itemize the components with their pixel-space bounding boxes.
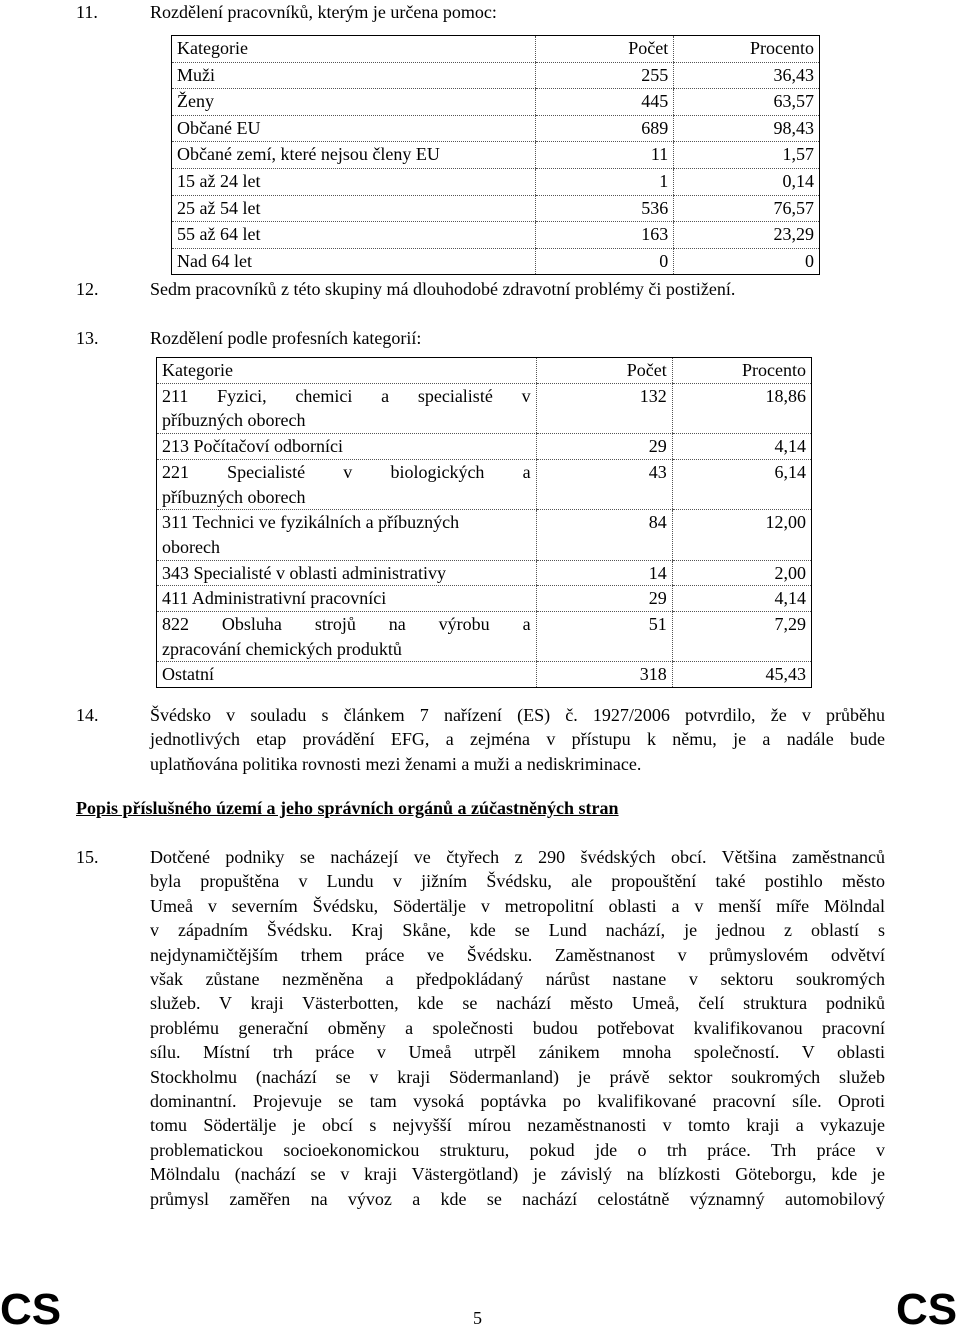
paragraph-line: byla propuštěna v Lundu v jižním Švédsku, ale propouštění také postihlo město	[150, 871, 885, 892]
paragraph-line: však zůstane nezměněna a předpokládaný nárůst nastane v sektoru soukromých	[150, 969, 885, 990]
cell-category-line1: 343 Specialisté v oblasti administrativy	[162, 562, 446, 583]
table-row	[157, 383, 812, 433]
cell-percent: 1,57	[674, 142, 820, 169]
cell-count: 255	[536, 62, 674, 89]
cell-percent: 76,57	[674, 195, 820, 222]
header-percent: Procento	[674, 36, 820, 63]
workers-distribution-table	[171, 35, 820, 275]
cell-category-line2: příbuzných oborech	[162, 486, 306, 507]
cell-count: 1	[536, 168, 674, 195]
cell-count: 29	[536, 586, 672, 612]
cell-percent: 63,57	[674, 89, 820, 116]
cell-percent: 23,29	[674, 222, 820, 249]
table-row	[157, 560, 812, 586]
item-11-text: Rozdělení pracovníků, kterým je určena pomoc:	[150, 2, 497, 22]
paragraph-line: jednotlivých etap provádění EFG, a zejména v přístupu k němu, je a nadále bude	[150, 729, 885, 750]
cell-percent: 4,14	[672, 586, 811, 612]
table-row	[172, 62, 820, 89]
paragraph-line: průmysl zaměřen na vývoz a kde se nachází celostátně významný automobilový	[150, 1188, 885, 1209]
cell-category-line1: 311 Technici ve fyzikálních a příbuzných	[162, 512, 460, 533]
cell-category-line2: příbuzných oborech	[162, 410, 306, 431]
cell-category: Občané zemí, které nejsou členy EU	[172, 142, 536, 169]
paragraph-line: služeb. V kraji Västerbotten, kde se nachází město Umeå, čelí struktura podniků	[150, 993, 885, 1014]
header-count: Počet	[536, 358, 672, 384]
cell-count: 445	[536, 89, 674, 116]
cell-percent: 0,14	[674, 168, 820, 195]
item-14-paragraph	[150, 703, 885, 776]
table-row	[157, 662, 812, 688]
paragraph-line: sílu. Místní trh práce v Umeå utrpěl zánikem mnoha společností. V oblasti	[150, 1042, 885, 1063]
cell-count: 29	[536, 434, 672, 460]
cell-category-line1: 211 Fyzici, chemici a specialisté v	[162, 385, 531, 406]
table-header-row	[157, 358, 812, 384]
cell-category: 15 až 24 let	[172, 168, 536, 195]
header-count: Počet	[536, 36, 674, 63]
cell-count: 51	[536, 612, 672, 662]
cell-percent: 98,43	[674, 115, 820, 142]
cell-percent: 6,14	[672, 459, 811, 509]
profession-categories-table	[156, 357, 812, 688]
cell-percent: 0	[674, 248, 820, 275]
cell-category	[157, 662, 537, 688]
paragraph-line: v západním Švédsku. Kraj Skåne, kde se Lund nachází, je jednou z oblastí s	[150, 920, 885, 941]
paragraph-line: Mölndalu (nachází se v kraji Västergötland) je závislý na blízkosti Göteborgu, kde je	[150, 1164, 885, 1185]
header-percent: Procento	[672, 358, 811, 384]
table-row	[172, 89, 820, 116]
item-15-paragraph	[150, 845, 885, 1211]
cell-percent: 12,00	[672, 510, 811, 560]
item-14-number: 14.	[76, 705, 99, 725]
footer-language-right: CS	[896, 1285, 958, 1334]
item-11-number: 11.	[76, 2, 98, 22]
cell-count: 318	[536, 662, 672, 688]
paragraph-line: Stockholmu (nachází se v kraji Södermanland) je právě sektor soukromých služeb	[150, 1066, 885, 1087]
cell-count: 163	[536, 222, 674, 249]
table-row	[157, 510, 812, 560]
cell-count: 11	[536, 142, 674, 169]
cell-count: 0	[536, 248, 674, 275]
table-row	[157, 586, 812, 612]
cell-count: 43	[536, 459, 672, 509]
cell-count: 689	[536, 115, 674, 142]
table-row	[172, 195, 820, 222]
cell-percent: 2,00	[672, 560, 811, 586]
paragraph-line: Švédsko v souladu s článkem 7 nařízení (ES) č. 1927/2006 potvrdilo, že v průběhu	[150, 705, 885, 725]
cell-percent: 45,43	[672, 662, 811, 688]
cell-count: 14	[536, 560, 672, 586]
item-12-text: Sedm pracovníků z této skupiny má dlouhodobé zdravotní problémy či postižení.	[150, 279, 736, 299]
cell-count: 132	[536, 383, 672, 433]
cell-category	[157, 586, 537, 612]
cell-category	[157, 459, 537, 509]
table-row	[157, 434, 812, 460]
cell-category: 25 až 54 let	[172, 195, 536, 222]
cell-category: Nad 64 let	[172, 248, 536, 275]
footer-language-left: CS	[0, 1285, 62, 1334]
item-15-number: 15.	[76, 847, 99, 867]
paragraph-line: problému generační obměny a společnosti budou potřebovat kvalifikovanou pracovní	[150, 1017, 885, 1038]
cell-category-line1: 213 Počítačoví odborníci	[162, 436, 343, 457]
paragraph-line: tomu Södertälje je obcí s nejvyšší mírou nezaměstnanosti v tomto kraji a vykazuje	[150, 1115, 885, 1136]
cell-percent: 18,86	[672, 383, 811, 433]
cell-category: 55 až 64 let	[172, 222, 536, 249]
paragraph-line: problematickou socioekonomickou strukturu, pokud jde o trh práce. Trh práce v	[150, 1139, 885, 1160]
item-13-text: Rozdělení podle profesních kategorií:	[150, 328, 422, 348]
cell-category: Občané EU	[172, 115, 536, 142]
cell-percent: 36,43	[674, 62, 820, 89]
cell-category	[157, 510, 537, 560]
page-number: 5	[473, 1308, 482, 1328]
paragraph-line: uplatňována politika rovnosti mezi ženami a muži a nediskriminace.	[150, 753, 642, 774]
cell-count: 84	[536, 510, 672, 560]
cell-percent: 7,29	[672, 612, 811, 662]
cell-percent: 4,14	[672, 434, 811, 460]
table-row	[172, 248, 820, 275]
cell-category: Ženy	[172, 89, 536, 116]
paragraph-line: nejdynamičtějším trhem práce ve Švédsku. Zaměstnanost v průmyslovém odvětví	[150, 944, 885, 965]
cell-category-line1: 411 Administrativní pracovníci	[162, 588, 387, 609]
paragraph-line: Umeå v severním Švédsku, Södertälje v metropolitní oblasti a v menší míře Mölndal	[150, 895, 885, 916]
item-13-number: 13.	[76, 328, 99, 348]
table-row	[157, 612, 812, 662]
cell-category	[157, 383, 537, 433]
cell-category-line1: Ostatní	[162, 664, 214, 685]
table-header-row	[172, 36, 820, 63]
cell-category	[157, 612, 537, 662]
paragraph-line: dominantní. Projevuje se tam vysoká poptávka po kvalifikované pracovní síle. Oproti	[150, 1091, 885, 1112]
table-row	[172, 222, 820, 249]
table-row	[172, 142, 820, 169]
cell-category-line1: 822 Obsluha strojů na výrobu a	[162, 614, 531, 635]
cell-category	[157, 434, 537, 460]
cell-category-line1: 221 Specialisté v biologických a	[162, 461, 531, 482]
table-row	[157, 459, 812, 509]
header-category: Kategorie	[172, 36, 536, 63]
header-category: Kategorie	[157, 358, 537, 384]
item-12-number: 12.	[76, 279, 99, 299]
table-row	[172, 168, 820, 195]
section-heading: Popis příslušného území a jeho správních orgánů a zúčastněných stran	[76, 798, 619, 818]
cell-category-line2: oborech	[162, 536, 220, 557]
cell-count: 536	[536, 195, 674, 222]
paragraph-line: Dotčené podniky se nacházejí ve čtyřech z 290 švédských obcí. Většina zaměstnanců	[150, 847, 885, 867]
table-row	[172, 115, 820, 142]
cell-category	[157, 560, 537, 586]
cell-category: Muži	[172, 62, 536, 89]
cell-category-line2: zpracování chemických produktů	[162, 638, 402, 659]
